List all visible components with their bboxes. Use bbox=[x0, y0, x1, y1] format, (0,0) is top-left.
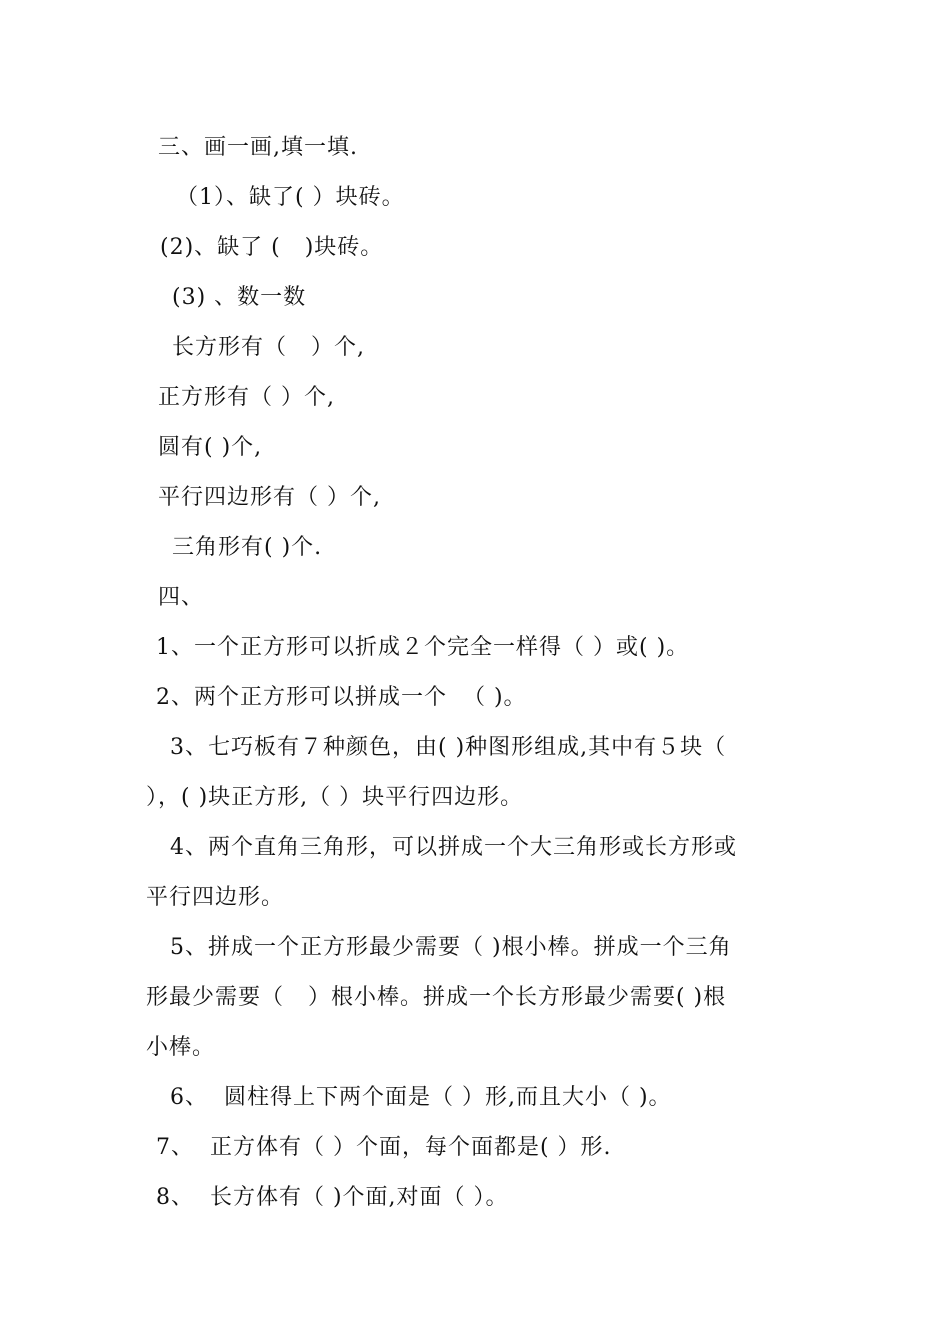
count-triangle: 三角形有( )个. bbox=[172, 535, 323, 560]
count-rectangle: 长方形有（ ）个, bbox=[172, 335, 365, 360]
question-3-3: (3) 、数一数 bbox=[172, 285, 307, 310]
question-3-2: (2)、缺了 ( )块砖。 bbox=[160, 235, 384, 260]
item-4-5-line-2: 形最少需要（ ）根小棒。拼成一个长方形最少需要( )根 bbox=[146, 985, 727, 1010]
item-4-7: 7、 正方体有（ ）个面，每个面都是( ）形. bbox=[156, 1135, 612, 1160]
item-4-5-line-3: 小棒。 bbox=[146, 1035, 216, 1060]
count-square: 正方形有（ ）个, bbox=[158, 385, 335, 410]
item-4-3-line-1: 3、七巧板有７种颜色，由( )种图形组成,其中有５块（ bbox=[170, 735, 727, 760]
section-4-heading: 四、 bbox=[158, 585, 205, 610]
question-3-1: （1）、缺了( ）块砖。 bbox=[176, 185, 405, 210]
item-4-4-line-2: 平行四边形。 bbox=[146, 885, 285, 910]
item-4-3-line-2: ），( )块正方形,（ ）块平行四边形。 bbox=[146, 785, 524, 810]
item-4-5-line-1: 5、拼成一个正方形最少需要（ )根小棒。拼成一个三角 bbox=[170, 935, 732, 960]
item-4-6: 6、 圆柱得上下两个面是（ ）形,而且大小（ )。 bbox=[170, 1085, 672, 1110]
item-4-8: 8、 长方体有（ )个面,对面（ ）。 bbox=[156, 1185, 509, 1210]
count-parallelogram: 平行四边形有（ ）个, bbox=[158, 485, 381, 510]
count-circle: 圆有( )个, bbox=[158, 435, 263, 460]
section-3-heading: 三、画一画,填一填. bbox=[158, 135, 358, 160]
item-4-4-line-1: 4、两个直角三角形，可以拼成一个大三角形或长方形或 bbox=[170, 835, 737, 860]
item-4-2: 2、两个正方形可以拼成一个 （ )。 bbox=[156, 685, 527, 710]
item-4-1: 1、一个正方形可以折成２个完全一样得（ ）或( )。 bbox=[156, 635, 690, 660]
